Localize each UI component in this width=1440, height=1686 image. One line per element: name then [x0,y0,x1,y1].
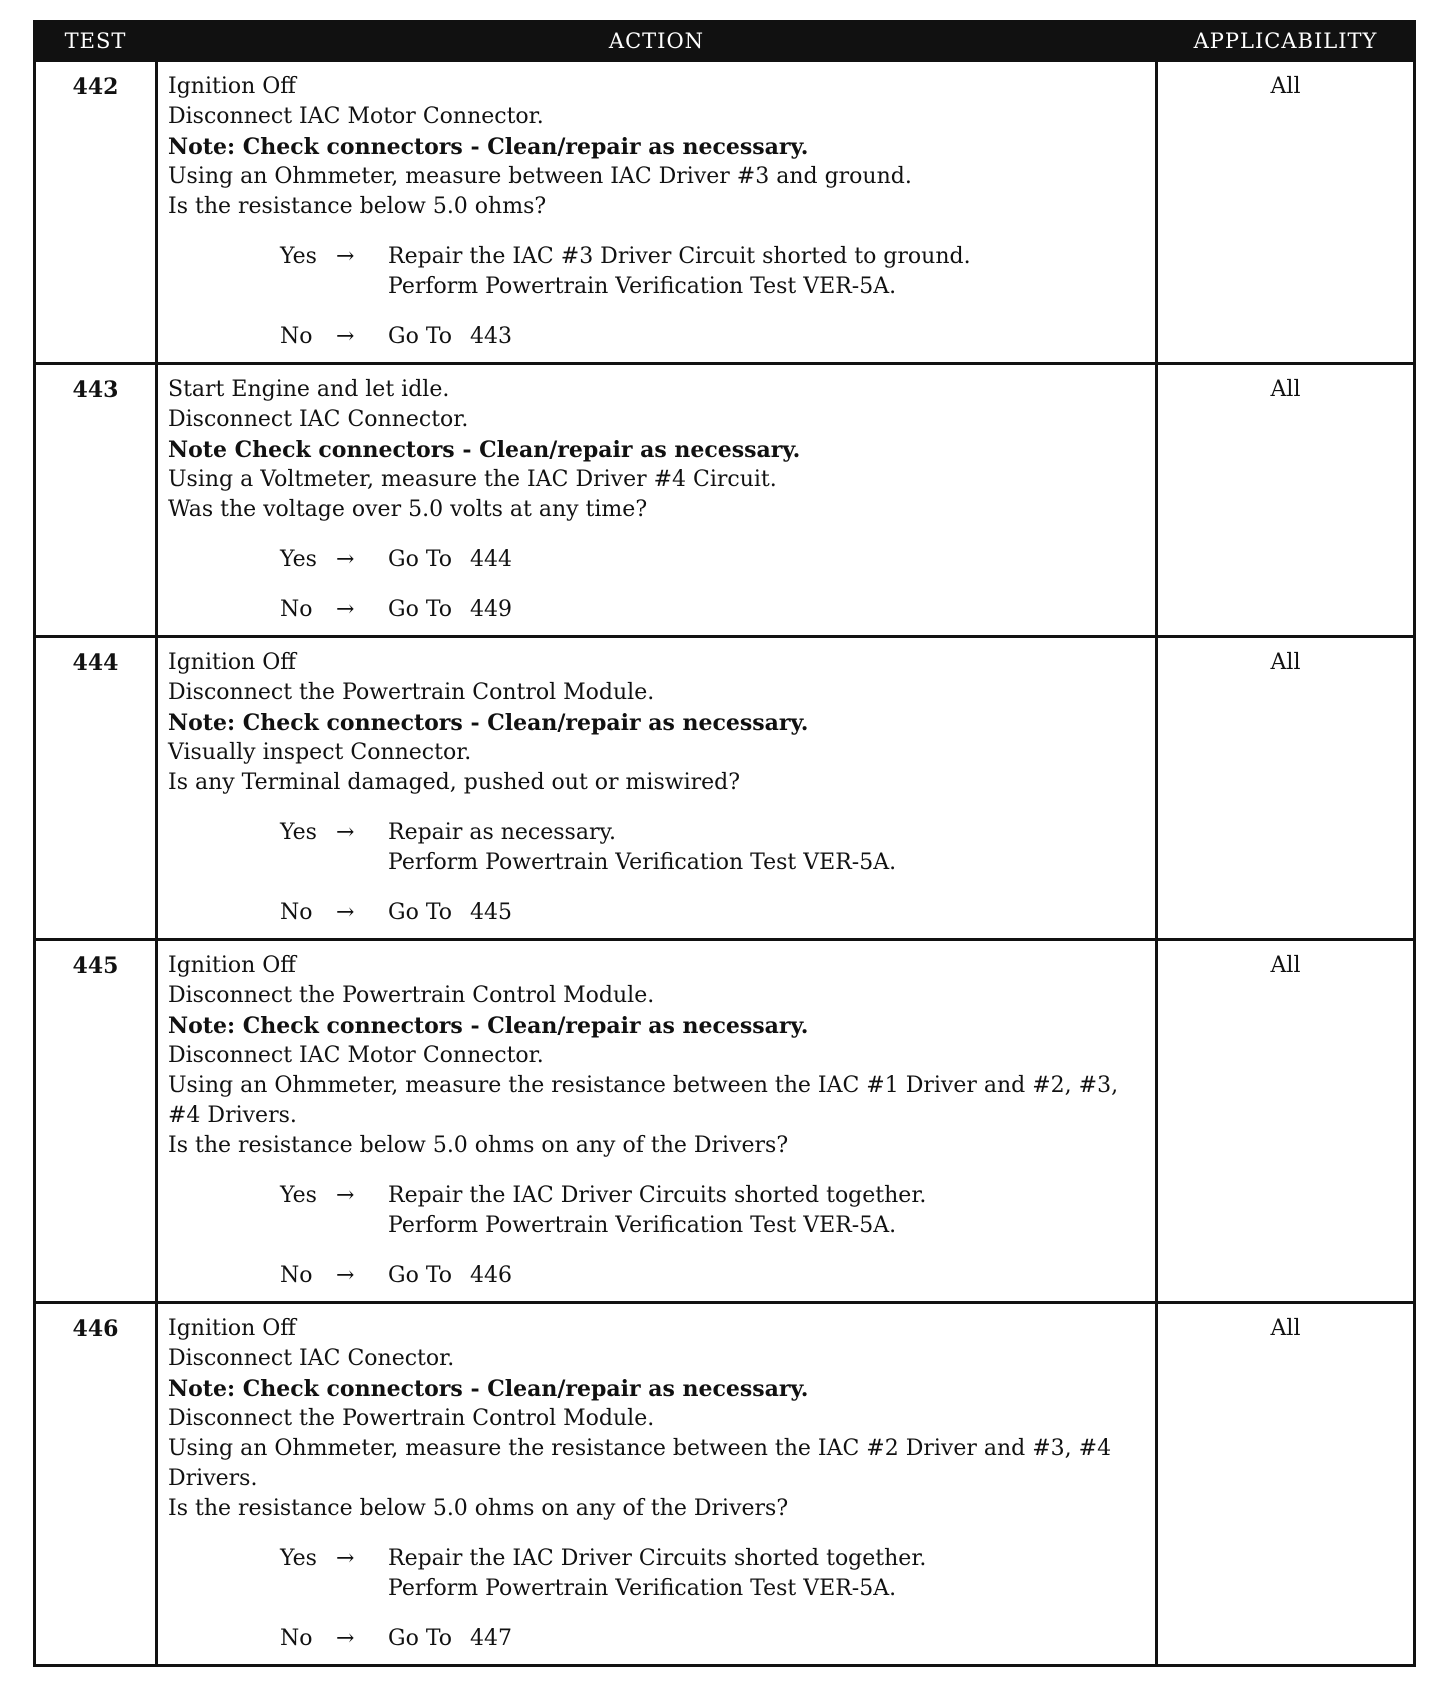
yes-label: Yes [280,1183,317,1208]
yes-label: Yes [280,1546,317,1571]
no-label: No [280,324,313,349]
no-outcome [280,898,1145,928]
test-number-cell [35,637,157,940]
no-outcome [280,322,1145,352]
instruction-line: Using a Voltmeter, measure the IAC Driver #4 Circuit. [168,467,777,492]
table-body [35,61,1415,1666]
action-cell [157,1303,1157,1666]
no-label: No [280,1626,313,1651]
instruction-line: Ignition Off [168,1316,296,1341]
note-line: Note: Check connectors - Clean/repair as necessary. [168,134,809,160]
instruction-line: Is any Terminal damaged, pushed out or miswired? [168,770,741,795]
table-row [35,364,1415,637]
right-arrow-icon: → [336,324,355,349]
action-cell [157,364,1157,637]
right-arrow-icon: → [336,1183,355,1208]
instruction-line: Using an Ohmmeter, measure between IAC Driver #3 and ground. [168,164,912,189]
no-result [388,898,512,928]
no-outcome [280,595,1145,625]
test-number-cell [35,940,157,1303]
table-row [35,1303,1415,1666]
goto-target-link[interactable]: 445 [470,900,513,925]
applicability-cell [1157,61,1415,364]
yes-outcome [280,242,1145,302]
note-line: Note Check connectors - Clean/repair as necessary. [168,437,801,463]
action-cell [157,940,1157,1303]
test-number: 442 [72,74,119,100]
no-label: No [280,1263,313,1288]
result-line: Repair the IAC Driver Circuits shorted together. [388,1183,927,1208]
result-line: Perform Powertrain Verification Test VER-5A. [388,1576,897,1601]
diagnostic-test-table [33,20,1416,1667]
applicability-cell [1157,940,1415,1303]
yes-label: Yes [280,244,317,269]
goto-label: Go To [388,1626,453,1651]
goto-label: Go To [388,900,453,925]
applicability-value: All [1270,650,1301,675]
result-line: Repair as necessary. [388,820,616,845]
note-line: Note: Check connectors - Clean/repair as necessary. [168,1013,809,1039]
no-result [388,1261,512,1291]
yes-result [388,818,896,878]
table-row [35,940,1415,1303]
instruction-line: Ignition Off [168,74,296,99]
goto-label: Go To [388,1263,453,1288]
goto-target-link[interactable]: 444 [470,547,513,572]
instruction-line: Using an Ohmmeter, measure the resistance between the IAC #1 Driver and #2, #3, #4 Drivers. [168,1073,1119,1128]
instruction-line: Disconnect IAC Motor Connector. [168,1043,544,1068]
table-row [35,637,1415,940]
test-number: 444 [72,650,119,676]
instruction-line: Using an Ohmmeter, measure the resistance between the IAC #2 Driver and #3, #4 Drivers. [168,1436,1112,1491]
header-action: ACTION [157,22,1157,61]
applicability-value: All [1270,953,1301,978]
no-label: No [280,900,313,925]
goto-target-link[interactable]: 443 [470,324,513,349]
goto-label: Go To [388,547,453,572]
test-number: 445 [72,953,119,979]
yes-result [388,1544,926,1604]
no-label: No [280,597,313,622]
goto-target-link[interactable]: 449 [470,597,513,622]
test-number: 443 [72,377,119,403]
goto-label: Go To [388,597,453,622]
instruction-line: Disconnect the Powertrain Control Module. [168,680,655,705]
applicability-value: All [1270,74,1301,99]
test-number-cell [35,364,157,637]
no-result [388,1624,512,1654]
right-arrow-icon: → [336,820,355,845]
note-line: Note: Check connectors - Clean/repair as necessary. [168,710,809,736]
applicability-value: All [1270,1316,1301,1341]
applicability-cell [1157,1303,1415,1666]
right-arrow-icon: → [336,1626,355,1651]
header-applicability: APPLICABILITY [1157,22,1415,61]
yes-label: Yes [280,820,317,845]
result-line: Perform Powertrain Verification Test VER-5A. [388,850,897,875]
instruction-line: Disconnect IAC Motor Connector. [168,104,544,129]
instruction-line: Disconnect IAC Connector. [168,407,469,432]
table-row [35,61,1415,364]
yes-label: Yes [280,547,317,572]
applicability-cell [1157,637,1415,940]
applicability-cell [1157,364,1415,637]
yes-result [388,242,971,302]
goto-target-link[interactable]: 446 [470,1263,513,1288]
instruction-line: Start Engine and let idle. [168,377,450,402]
result-line: Perform Powertrain Verification Test VER-5A. [388,274,897,299]
test-number: 446 [72,1316,119,1342]
yes-outcome [280,818,1145,878]
right-arrow-icon: → [336,1546,355,1571]
result-line: Repair the IAC Driver Circuits shorted together. [388,1546,927,1571]
right-arrow-icon: → [336,1263,355,1288]
table-header-row [35,22,1415,61]
goto-target-link[interactable]: 447 [470,1626,513,1651]
instruction-line: Ignition Off [168,953,296,978]
right-arrow-icon: → [336,244,355,269]
instruction-line: Ignition Off [168,650,296,675]
instruction-line: Is the resistance below 5.0 ohms on any of the Drivers? [168,1133,789,1158]
header-test: TEST [35,22,157,61]
right-arrow-icon: → [336,547,355,572]
yes-result [388,545,512,575]
no-outcome [280,1261,1145,1291]
yes-result [388,1181,926,1241]
instruction-line: Was the voltage over 5.0 volts at any time? [168,497,648,522]
right-arrow-icon: → [336,597,355,622]
note-line: Note: Check connectors - Clean/repair as necessary. [168,1376,809,1402]
no-result [388,322,512,352]
test-number-cell [35,1303,157,1666]
instruction-line: Disconnect the Powertrain Control Module. [168,983,655,1008]
yes-outcome [280,545,1145,575]
yes-outcome [280,1544,1145,1604]
action-cell [157,637,1157,940]
instruction-line: Visually inspect Connector. [168,740,472,765]
yes-outcome [280,1181,1145,1241]
result-line: Perform Powertrain Verification Test VER-5A. [388,1213,897,1238]
instruction-line: Is the resistance below 5.0 ohms on any of the Drivers? [168,1496,789,1521]
goto-label: Go To [388,324,453,349]
applicability-value: All [1270,377,1301,402]
instruction-line: Disconnect the Powertrain Control Module. [168,1406,655,1431]
result-line: Repair the IAC #3 Driver Circuit shorted to ground. [388,244,971,269]
right-arrow-icon: → [336,900,355,925]
test-number-cell [35,61,157,364]
no-outcome [280,1624,1145,1654]
action-cell [157,61,1157,364]
instruction-line: Is the resistance below 5.0 ohms? [168,194,547,219]
instruction-line: Disconnect IAC Conector. [168,1346,455,1371]
no-result [388,595,512,625]
